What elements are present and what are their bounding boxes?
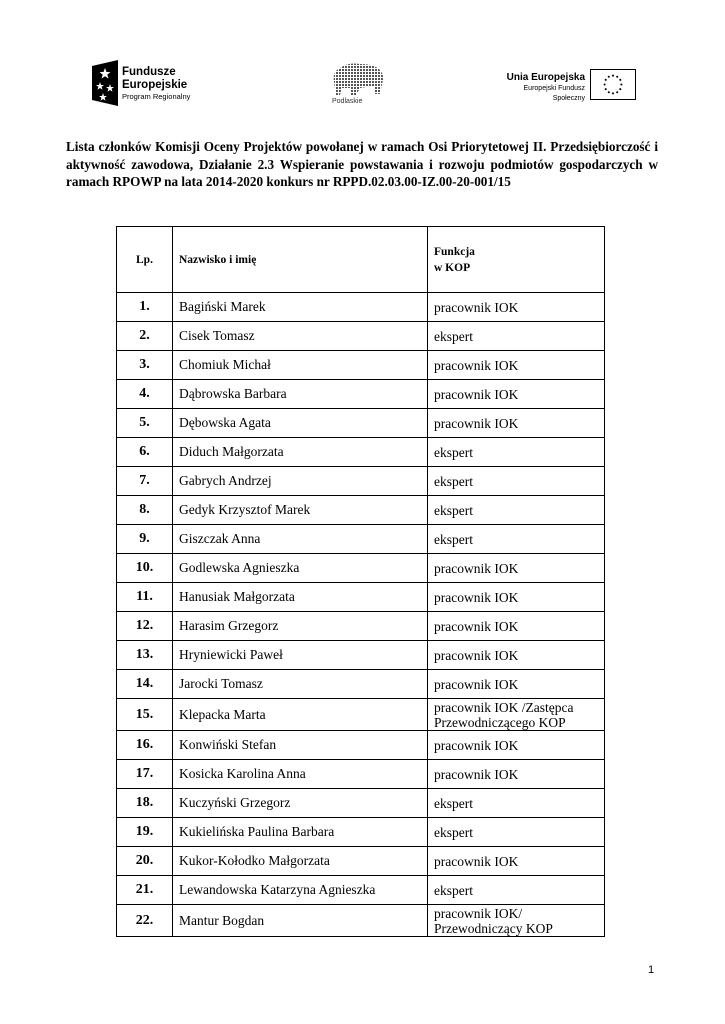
row-function: pracownik IOK [428,583,605,612]
row-name: Kukielińska Paulina Barbara [173,818,428,847]
row-name: Lewandowska Katarzyna Agnieszka [173,876,428,905]
eu-flag-icon [590,69,636,100]
table-row [117,731,605,760]
header-lp: Lp. [117,227,173,293]
fe-logo-line1: Fundusze [122,66,176,78]
row-function-line1: pracownik IOK /Zastępca [434,699,574,715]
bison-icon [330,60,386,98]
row-lp: 6. [117,438,173,467]
row-lp: 11. [117,583,173,612]
row-name: Gabrych Andrzej [173,467,428,496]
table-row [117,876,605,905]
table-row [117,905,605,937]
fundusze-europejskie-logo [92,60,212,106]
eu-logo-line1: Unia Europejska [506,72,585,83]
fe-logo-line3: Program Regionalny [122,92,191,101]
table-row [117,554,605,583]
header-function-line2: w KOP [434,261,471,274]
row-lp: 4. [117,380,173,409]
podlaskie-logo [330,60,386,110]
row-lp: 2. [117,322,173,351]
fundusze-europejskie-mark-icon [92,60,118,106]
header-name: Nazwisko i imię [173,227,428,293]
row-name: Kosicka Karolina Anna [173,760,428,789]
row-function [428,905,605,937]
row-lp: 20. [117,847,173,876]
row-function: ekspert [428,496,605,525]
row-function: pracownik IOK [428,351,605,380]
eu-logo [497,68,642,102]
row-lp: 1. [117,293,173,322]
row-function: pracownik IOK [428,554,605,583]
row-name: Bagiński Marek [173,293,428,322]
row-name: Chomiuk Michał [173,351,428,380]
row-function: pracownik IOK [428,641,605,670]
row-lp: 13. [117,641,173,670]
row-function-line2: Przewodniczącego KOP [434,714,566,730]
row-name: Jarocki Tomasz [173,670,428,699]
row-name: Diduch Małgorzata [173,438,428,467]
table-row [117,818,605,847]
row-name: Harasim Grzegorz [173,612,428,641]
eu-logo-line2: Europejski Fundusz Społeczny [523,85,585,102]
page-number: 1 [648,964,655,976]
row-lp: 22. [117,905,173,937]
row-lp: 19. [117,818,173,847]
table-row [117,583,605,612]
row-lp: 7. [117,467,173,496]
row-function [428,699,605,731]
header-function [428,227,605,293]
table-row [117,496,605,525]
row-lp: 18. [117,789,173,818]
row-lp: 14. [117,670,173,699]
row-lp: 5. [117,409,173,438]
table-row [117,525,605,554]
row-lp: 16. [117,731,173,760]
row-function: ekspert [428,467,605,496]
row-name: Godlewska Agnieszka [173,554,428,583]
document-title: Lista członków Komisji Oceny Projektów powołanej w ramach Osi Priorytetowej II. Przedsiębiorczość i aktywność zawodowa, Działanie 2.3 Wspieranie powstawania i rozwoju podmiotów gospodarczych w ramach RPOWP na lata 2014-2020 konkurs nr RPPD.02.03.00-IZ.00-20-001/15 [66,139,658,189]
row-lp: 9. [117,525,173,554]
table-row [117,409,605,438]
table-row [117,612,605,641]
table-row [117,293,605,322]
table-row [117,641,605,670]
row-name: Gedyk Krzysztof Marek [173,496,428,525]
row-function: ekspert [428,789,605,818]
table-header-row [117,227,605,293]
row-function-line2: Przewodniczący KOP [434,920,553,936]
row-lp: 15. [117,699,173,731]
row-lp: 3. [117,351,173,380]
row-name: Kukor-Kołodko Małgorzata [173,847,428,876]
row-function: pracownik IOK [428,293,605,322]
table-row [117,438,605,467]
row-function: pracownik IOK [428,731,605,760]
podlaskie-label: Podlaskie [332,98,363,105]
row-name: Konwiński Stefan [173,731,428,760]
row-lp: 17. [117,760,173,789]
row-function: pracownik IOK [428,380,605,409]
row-name: Klepacka Marta [173,699,428,731]
row-function: pracownik IOK [428,612,605,641]
row-name: Cisek Tomasz [173,322,428,351]
table-row [117,467,605,496]
table-row [117,847,605,876]
row-function: pracownik IOK [428,670,605,699]
row-name: Mantur Bogdan [173,905,428,937]
row-name: Hanusiak Małgorzata [173,583,428,612]
row-function: pracownik IOK [428,847,605,876]
row-function: pracownik IOK [428,760,605,789]
table-row [117,789,605,818]
row-function: ekspert [428,322,605,351]
row-name: Giszczak Anna [173,525,428,554]
table-row [117,699,605,731]
row-function: ekspert [428,438,605,467]
table-row [117,351,605,380]
row-lp: 21. [117,876,173,905]
row-lp: 8. [117,496,173,525]
row-name: Dębowska Agata [173,409,428,438]
table-row [117,322,605,351]
row-function: pracownik IOK [428,409,605,438]
logo-bar [0,56,725,116]
row-name: Kuczyński Grzegorz [173,789,428,818]
row-lp: 12. [117,612,173,641]
members-table [116,226,605,937]
fe-logo-line2: Europejskie [122,79,188,91]
table-row [117,760,605,789]
row-function: ekspert [428,876,605,905]
row-name: Hryniewicki Paweł [173,641,428,670]
table-row [117,670,605,699]
header-function-line1: Funkcja [434,245,475,258]
row-lp: 10. [117,554,173,583]
table-row [117,380,605,409]
row-function: ekspert [428,525,605,554]
row-function-line1: pracownik IOK/ [434,905,523,921]
row-function: ekspert [428,818,605,847]
row-name: Dąbrowska Barbara [173,380,428,409]
